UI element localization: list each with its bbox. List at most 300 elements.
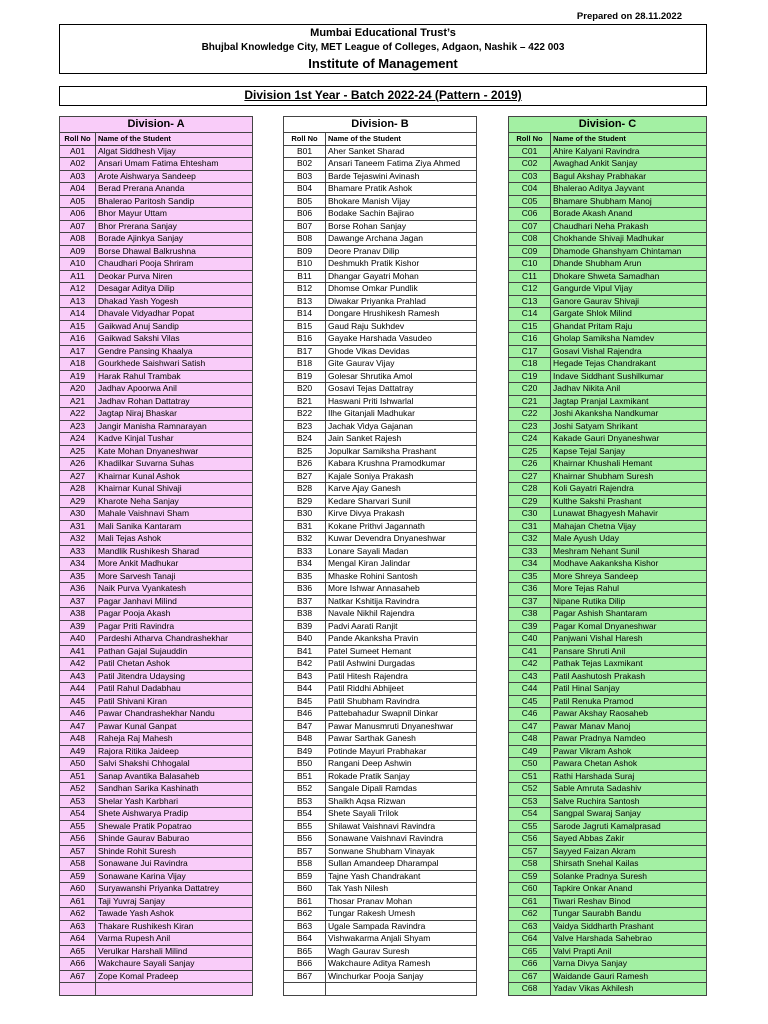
roll-no-cell: C04 [509, 183, 551, 196]
roll-no-cell: C17 [509, 345, 551, 358]
table-row [509, 670, 707, 683]
student-name-cell: Kharote Neha Sanjay [96, 495, 253, 508]
student-name-cell: Sanap Avantika Balasaheb [96, 770, 253, 783]
roll-no-cell: C39 [509, 620, 551, 633]
roll-no-cell: A51 [60, 770, 96, 783]
roll-no-cell: C27 [509, 470, 551, 483]
table-row [60, 858, 253, 871]
roll-no-cell: A49 [60, 745, 96, 758]
table-row [284, 208, 477, 221]
roll-no-cell: B24 [284, 433, 326, 446]
student-name-cell: Valvi Prapti Anil [551, 945, 707, 958]
roll-no-cell: A46 [60, 708, 96, 721]
table-row [60, 208, 253, 221]
division-title: Division 1st Year - Batch 2022-24 (Pattern - 2019) [244, 88, 522, 102]
student-name-cell: Deore Pranav Dilip [326, 245, 477, 258]
table-row [60, 495, 253, 508]
roll-no-cell: A12 [60, 283, 96, 296]
roll-no-cell: C11 [509, 270, 551, 283]
table-row [60, 683, 253, 696]
roll-no-cell: A52 [60, 783, 96, 796]
table-row [509, 483, 707, 496]
roll-no-cell: A41 [60, 645, 96, 658]
roll-no-cell: A19 [60, 370, 96, 383]
student-name-cell: Vaidya Siddharth Prashant [551, 920, 707, 933]
student-name-cell: More Sarvesh Tanaji [96, 570, 253, 583]
roll-no-cell: C26 [509, 458, 551, 471]
roll-no-cell: B52 [284, 783, 326, 796]
table-row [284, 895, 477, 908]
table-row [509, 883, 707, 896]
table-row [60, 320, 253, 333]
student-name-cell: Lunawat Bhagyesh Mahavir [551, 508, 707, 521]
table-row [60, 958, 253, 971]
student-name-cell: Bhamare Shubham Manoj [551, 195, 707, 208]
table-row [509, 845, 707, 858]
student-name-cell: Ahire Kalyani Ravindra [551, 145, 707, 158]
table-row [284, 883, 477, 896]
table-row [284, 795, 477, 808]
table-row [284, 945, 477, 958]
student-name-cell: Joshi Akanksha Nandkumar [551, 408, 707, 421]
student-name-cell: Dhokare Shweta Samadhan [551, 270, 707, 283]
student-name-cell: Golesar Shrutika Amol [326, 370, 477, 383]
student-name-cell: Pawar Kunal Ganpat [96, 720, 253, 733]
roll-no-cell: C51 [509, 770, 551, 783]
student-name-cell: Kakade Gauri Dnyaneshwar [551, 433, 707, 446]
roll-no-cell: B12 [284, 283, 326, 296]
table-row [509, 533, 707, 546]
student-name-cell: Harak Rahul Trambak [96, 370, 253, 383]
roll-no-cell: B29 [284, 495, 326, 508]
table-row [284, 195, 477, 208]
table-row [60, 433, 253, 446]
roll-no-cell: C12 [509, 283, 551, 296]
table-row [60, 708, 253, 721]
table-row [509, 908, 707, 921]
student-name-cell: Wakchaure Sayali Sanjay [96, 958, 253, 971]
student-name-cell: Kate Mohan Dnyaneshwar [96, 445, 253, 458]
student-name-cell: Mhaske Rohini Santosh [326, 570, 477, 583]
roll-no-cell: B58 [284, 858, 326, 871]
roll-no-header: Roll No [509, 133, 551, 146]
student-name-cell: Yadav Vikas Akhilesh [551, 983, 707, 996]
roll-no-cell: C56 [509, 833, 551, 846]
table-row [60, 195, 253, 208]
roll-no-cell: B25 [284, 445, 326, 458]
table-row [509, 545, 707, 558]
division-b-title: Division- B [284, 117, 477, 133]
table-row [284, 870, 477, 883]
student-name-cell: Patel Sumeet Hemant [326, 645, 477, 658]
table-row [509, 233, 707, 246]
roll-no-cell: C20 [509, 383, 551, 396]
table-row [509, 558, 707, 571]
roll-no-cell: B67 [284, 970, 326, 983]
roll-no-cell: A18 [60, 358, 96, 371]
roll-no-cell: C46 [509, 708, 551, 721]
table-row [60, 145, 253, 158]
roll-no-cell: A61 [60, 895, 96, 908]
roll-no-cell: B23 [284, 420, 326, 433]
student-name-cell: Male Ayush Uday [551, 533, 707, 546]
student-name-cell: Mali Sanika Kantaram [96, 520, 253, 533]
student-name-cell: Kuwar Devendra Dnyaneshwar [326, 533, 477, 546]
table-row [284, 845, 477, 858]
student-name-cell: Jain Sanket Rajesh [326, 433, 477, 446]
table-row [284, 745, 477, 758]
roll-no-cell: C31 [509, 520, 551, 533]
student-name-cell: Panjwani Vishal Haresh [551, 633, 707, 646]
student-name-cell: Hegade Tejas Chandrakant [551, 358, 707, 371]
table-row [509, 758, 707, 771]
table-row [60, 483, 253, 496]
roll-no-cell [284, 983, 326, 996]
student-name-cell: Solanke Pradnya Suresh [551, 870, 707, 883]
table-row [284, 645, 477, 658]
roll-no-cell: B32 [284, 533, 326, 546]
student-name-cell: Kirve Divya Prakash [326, 508, 477, 521]
roll-no-cell: B56 [284, 833, 326, 846]
table-row [284, 533, 477, 546]
roll-no-cell: C44 [509, 683, 551, 696]
table-row [284, 545, 477, 558]
table-row [509, 783, 707, 796]
roll-no-cell: C48 [509, 733, 551, 746]
table-row [60, 983, 253, 996]
roll-no-cell: A15 [60, 320, 96, 333]
student-name-cell: Patil Jitendra Udaysing [96, 670, 253, 683]
table-row [284, 520, 477, 533]
table-row [60, 533, 253, 546]
roll-no-cell: B13 [284, 295, 326, 308]
table-row [60, 833, 253, 846]
table-row [284, 658, 477, 671]
student-name-cell: Shinde Gaurav Baburao [96, 833, 253, 846]
roll-no-cell: A48 [60, 733, 96, 746]
table-row [509, 420, 707, 433]
table-row [509, 870, 707, 883]
roll-no-cell: A55 [60, 820, 96, 833]
roll-no-cell: B57 [284, 845, 326, 858]
student-name-cell: Jopulkar Samiksha Prashant [326, 445, 477, 458]
table-row [60, 345, 253, 358]
student-name-cell: Thosar Pranav Mohan [326, 895, 477, 908]
institution-address: Bhujbal Knowledge City, MET League of Colleges, Adgaon, Nashik – 422 003 [201, 42, 565, 53]
table-row [60, 895, 253, 908]
student-name-cell: Gholap Samiksha Namdev [551, 333, 707, 346]
table-row [60, 783, 253, 796]
table-row [509, 833, 707, 846]
student-name-cell: Mali Tejas Ashok [96, 533, 253, 546]
student-name-cell: Ugale Sampada Ravindra [326, 920, 477, 933]
roll-no-cell: C25 [509, 445, 551, 458]
student-name-cell: More Tejas Rahul [551, 583, 707, 596]
student-name-cell: Pattebahadur Swapnil Dinkar [326, 708, 477, 721]
table-row [284, 633, 477, 646]
roll-no-cell: C10 [509, 258, 551, 271]
table-row [509, 458, 707, 471]
student-name-cell: Pawar Akshay Raosaheb [551, 708, 707, 721]
roll-no-cell: C47 [509, 720, 551, 733]
table-row [60, 158, 253, 171]
student-name-cell: Shaikh Aqsa Rizwan [326, 795, 477, 808]
student-name-cell: Winchurkar Pooja Sanjay [326, 970, 477, 983]
roll-no-cell: B06 [284, 208, 326, 221]
roll-no-cell: C19 [509, 370, 551, 383]
roll-no-cell: B59 [284, 870, 326, 883]
table-row [509, 720, 707, 733]
student-name-cell: Mahale Vaishnavi Sham [96, 508, 253, 521]
roll-no-cell: C32 [509, 533, 551, 546]
roll-no-cell: A62 [60, 908, 96, 921]
roll-no-cell: A65 [60, 945, 96, 958]
table-row [60, 358, 253, 371]
roll-no-cell: A31 [60, 520, 96, 533]
roll-no-cell: C24 [509, 433, 551, 446]
student-name-cell: Jagtap Pranjal Laxmikant [551, 395, 707, 408]
division-title-box [59, 86, 707, 106]
student-name-cell: Borse Dhawal Balkrushna [96, 245, 253, 258]
division-b-table [283, 116, 477, 996]
roll-no-cell: B47 [284, 720, 326, 733]
roll-no-cell: C64 [509, 933, 551, 946]
student-name-cell: Shewale Pratik Popatrao [96, 820, 253, 833]
roll-no-cell: A57 [60, 845, 96, 858]
table-row [284, 333, 477, 346]
roll-no-cell: B30 [284, 508, 326, 521]
table-row [60, 745, 253, 758]
student-name-cell: Dhakad Yash Yogesh [96, 295, 253, 308]
roll-no-cell: A58 [60, 858, 96, 871]
student-name-cell: Pande Akanksha Pravin [326, 633, 477, 646]
student-name-cell: Patil Shubham Ravindra [326, 695, 477, 708]
institution-header [59, 24, 707, 74]
table-row [60, 308, 253, 321]
student-name-cell: Awaghad Ankit Sanjay [551, 158, 707, 171]
student-name-cell: Jadhav Rohan Dattatray [96, 395, 253, 408]
roll-no-cell: A01 [60, 145, 96, 158]
table-row [284, 970, 477, 983]
student-name-cell: Sullan Amandeep Dharampal [326, 858, 477, 871]
table-row [509, 858, 707, 871]
student-name-cell: Raheja Raj Mahesh [96, 733, 253, 746]
roll-no-cell: B64 [284, 933, 326, 946]
roll-no-cell: C62 [509, 908, 551, 921]
student-name-cell: Pagar Ashish Shantaram [551, 608, 707, 621]
roll-no-cell: C43 [509, 670, 551, 683]
roll-no-cell: A14 [60, 308, 96, 321]
roll-no-cell: B17 [284, 345, 326, 358]
student-name-cell: Khadilkar Suvarna Suhas [96, 458, 253, 471]
student-name-header: Name of the Student [96, 133, 253, 146]
roll-no-cell: B05 [284, 195, 326, 208]
student-name-cell: Gayake Harshada Vasudeo [326, 333, 477, 346]
roll-no-cell: C30 [509, 508, 551, 521]
roll-no-cell: B60 [284, 883, 326, 896]
student-name-cell: Rangani Deep Ashwin [326, 758, 477, 771]
table-row [60, 733, 253, 746]
student-name-cell: Dhavale Vidyadhar Popat [96, 308, 253, 321]
roll-no-cell: C07 [509, 220, 551, 233]
table-row [284, 295, 477, 308]
table-row [284, 395, 477, 408]
student-name-cell: Rokade Pratik Sanjay [326, 770, 477, 783]
table-row [509, 945, 707, 958]
student-name-cell: Pardeshi Atharva Chandrashekhar [96, 633, 253, 646]
roll-no-cell: B19 [284, 370, 326, 383]
roll-no-cell: B27 [284, 470, 326, 483]
roll-no-cell: B62 [284, 908, 326, 921]
roll-no-cell: A10 [60, 258, 96, 271]
student-name-cell: Dongare Hrushikesh Ramesh [326, 308, 477, 321]
table-row [60, 970, 253, 983]
student-name-cell: Kulthe Sakshi Prashant [551, 495, 707, 508]
roll-no-cell: A54 [60, 808, 96, 821]
table-row [509, 170, 707, 183]
roll-no-cell: B18 [284, 358, 326, 371]
table-row [509, 795, 707, 808]
roll-no-cell: C49 [509, 745, 551, 758]
roll-no-cell: A22 [60, 408, 96, 421]
student-name-cell: Ghode Vikas Devidas [326, 345, 477, 358]
roll-no-cell: B39 [284, 620, 326, 633]
student-name-cell: Gosavi Vishal Rajendra [551, 345, 707, 358]
table-row [509, 745, 707, 758]
table-row [509, 508, 707, 521]
student-name-cell: Kedare Sharvari Sunil [326, 495, 477, 508]
table-row [60, 583, 253, 596]
student-name-cell: More Shreya Sandeep [551, 570, 707, 583]
student-name-header: Name of the Student [551, 133, 707, 146]
student-name-cell: More Ishwar Annasaheb [326, 583, 477, 596]
roll-no-cell: B16 [284, 333, 326, 346]
student-name-cell [96, 983, 253, 996]
roll-no-cell: C22 [509, 408, 551, 421]
table-row [60, 570, 253, 583]
roll-no-cell: B40 [284, 633, 326, 646]
student-name-cell: Kajale Soniya Prakash [326, 470, 477, 483]
student-name-cell: Pansare Shruti Anil [551, 645, 707, 658]
roll-no-cell: A44 [60, 683, 96, 696]
roll-no-cell: C63 [509, 920, 551, 933]
roll-no-cell: B01 [284, 145, 326, 158]
table-row [60, 845, 253, 858]
student-name-cell: Thakare Rushikesh Kiran [96, 920, 253, 933]
roll-no-cell: C45 [509, 695, 551, 708]
table-row [284, 558, 477, 571]
roll-no-cell: A08 [60, 233, 96, 246]
roll-no-cell: B20 [284, 383, 326, 396]
table-row [60, 258, 253, 271]
student-name-cell: Khairnar Kunal Shivaji [96, 483, 253, 496]
table-row [509, 958, 707, 971]
student-name-cell: Vishwakarma Anjali Shyam [326, 933, 477, 946]
table-row [60, 883, 253, 896]
table-row [60, 508, 253, 521]
student-name-cell: Wakchaure Aditya Ramesh [326, 958, 477, 971]
roll-no-cell: B10 [284, 258, 326, 271]
table-row [509, 708, 707, 721]
table-row [60, 595, 253, 608]
roll-no-cell: B08 [284, 233, 326, 246]
roll-no-cell: A36 [60, 583, 96, 596]
table-row [60, 458, 253, 471]
student-name-cell: Varma Rupesh Anil [96, 933, 253, 946]
student-name-cell: Sarode Jagruti Kamalprasad [551, 820, 707, 833]
student-name-cell: Borade Akash Anand [551, 208, 707, 221]
table-row [509, 220, 707, 233]
table-row [284, 983, 477, 996]
table-row [284, 758, 477, 771]
roll-no-cell: C60 [509, 883, 551, 896]
student-name-cell: Indave Siddhant Sushilkumar [551, 370, 707, 383]
roll-no-cell: A17 [60, 345, 96, 358]
roll-no-cell: B35 [284, 570, 326, 583]
table-row [284, 145, 477, 158]
roll-no-cell: B55 [284, 820, 326, 833]
student-name-cell: Padvi Aarati Ranjit [326, 620, 477, 633]
student-name-cell: Shinde Rohit Suresh [96, 845, 253, 858]
table-row [60, 758, 253, 771]
student-name-cell: Ansari Taneem Fatima Ziya Ahmed [326, 158, 477, 171]
table-row [509, 345, 707, 358]
student-name-cell: Khairnar Khushali Hemant [551, 458, 707, 471]
roll-no-cell: A67 [60, 970, 96, 983]
student-name-cell: Waidande Gauri Ramesh [551, 970, 707, 983]
table-row [509, 158, 707, 171]
student-name-cell: Varna Divya Sanjay [551, 958, 707, 971]
table-row [60, 245, 253, 258]
student-name-cell: Ilhe Gitanjali Madhukar [326, 408, 477, 421]
table-row [284, 708, 477, 721]
table-row [284, 858, 477, 871]
table-row [509, 808, 707, 821]
roll-no-cell: B14 [284, 308, 326, 321]
table-row [60, 170, 253, 183]
roll-no-cell: A42 [60, 658, 96, 671]
student-name-cell: Dhamode Ghanshyam Chintaman [551, 245, 707, 258]
student-name-cell: Ansari Umam Fatima Ehtesham [96, 158, 253, 171]
student-name-cell: Chokhande Shivaji Madhukar [551, 233, 707, 246]
table-row [284, 158, 477, 171]
student-name-cell: Jangir Manisha Ramnarayan [96, 420, 253, 433]
roll-no-header: Roll No [284, 133, 326, 146]
roll-no-header: Roll No [60, 133, 96, 146]
student-name-cell: Tungar Saurabh Bandu [551, 908, 707, 921]
student-name-cell: Wagh Gaurav Suresh [326, 945, 477, 958]
roll-no-cell: A37 [60, 595, 96, 608]
table-row [509, 383, 707, 396]
roll-no-cell: A21 [60, 395, 96, 408]
roll-no-cell: B43 [284, 670, 326, 683]
roll-no-cell: C01 [509, 145, 551, 158]
roll-no-cell: C55 [509, 820, 551, 833]
student-name-cell: Naik Purva Vyankatesh [96, 583, 253, 596]
student-name-cell: Modhave Aakanksha Kishor [551, 558, 707, 571]
table-row [284, 320, 477, 333]
student-name-cell: Pawar Vikram Ashok [551, 745, 707, 758]
roll-no-cell: C23 [509, 420, 551, 433]
table-row [60, 383, 253, 396]
table-row [284, 620, 477, 633]
student-name-cell: Algat Siddhesh Vijay [96, 145, 253, 158]
roll-no-cell: A24 [60, 433, 96, 446]
roll-no-cell: C58 [509, 858, 551, 871]
student-name-cell: Bagul Akshay Prabhakar [551, 170, 707, 183]
table-row [509, 433, 707, 446]
roll-no-cell: B22 [284, 408, 326, 421]
